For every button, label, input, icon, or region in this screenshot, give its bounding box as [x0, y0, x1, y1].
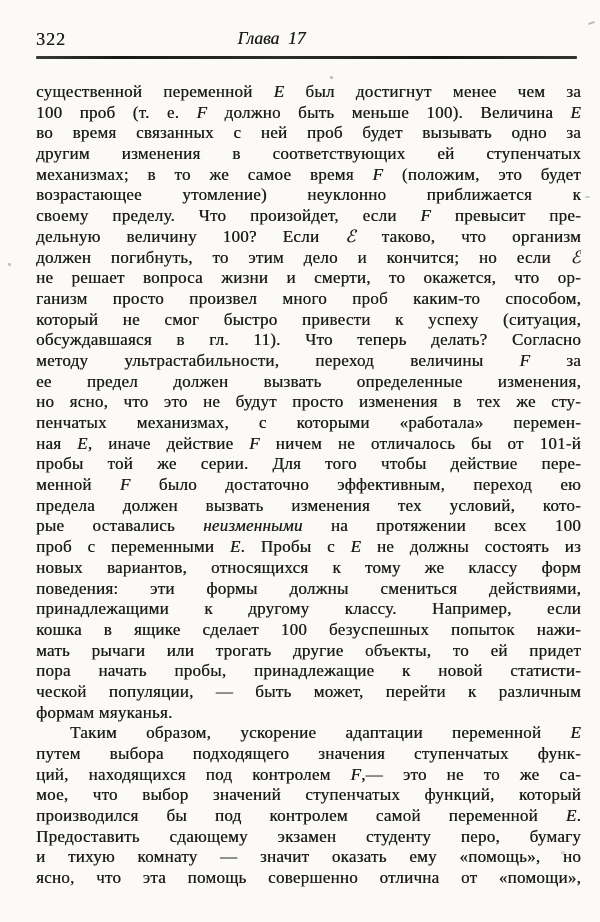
italic-variable: F: [249, 433, 260, 453]
italic-variable: Е: [77, 433, 88, 453]
text-line: методу ультрастабильности, переход величины F за: [36, 350, 581, 370]
italic-variable: Е: [350, 537, 362, 557]
text-line: ее предел должен вызвать определенные изменения,: [36, 371, 581, 391]
italic-variable: F: [372, 164, 384, 184]
text-line: новых вариантов, относящихся к тому же классу форм: [36, 557, 581, 577]
italic-variable: F: [119, 475, 131, 495]
italic-variable: Е: [229, 537, 241, 557]
text-line: который не смог быстро привести к успеху (ситуация,: [36, 309, 581, 329]
text-line: кошка в ящике сделает 100 безуспешных попыток нажи-: [36, 619, 581, 639]
text-line: пробы той же серии. Для того чтобы действие пере-: [36, 454, 581, 474]
text-line: принадлежащими к другому классу. Например, если: [36, 599, 581, 619]
italic-variable: F: [196, 102, 208, 122]
italic-variable: F: [519, 350, 531, 370]
text-line: ганизм просто произвел много проб каким-то способом,: [36, 288, 581, 308]
italic-variable: неизменными: [203, 516, 303, 536]
text-line: во время связанных с ней проб будет вызывать одно за: [36, 123, 581, 143]
text-line: предела должен вызвать изменения тех условий, кото-: [36, 495, 581, 515]
scan-speck: [585, 196, 590, 198]
page-number: 322: [36, 29, 66, 49]
text-line: ясно, что эта помощь совершенно отлична от «помощи»,: [36, 868, 581, 888]
text-line: должен погибнуть, то этим дело и кончится; но если ℰ: [36, 247, 581, 267]
text-line: обсуждавшаяся в гл. 11). Что теперь делать? Согласно: [36, 330, 581, 350]
italic-variable: ℰ: [345, 226, 356, 246]
text-line: пенчатых механизмах, с которыми «работала» перемен-: [36, 413, 581, 432]
text-line: рые оставались неизменными на протяжении всех 100: [36, 516, 581, 536]
text-line: менной F было достаточно эффективным, переход ею: [36, 475, 581, 495]
text-line: путем выбора подходящего значения ступенчатых функ-: [36, 744, 581, 763]
text-line: механизмах; в то же самое время F (положим, это будет: [36, 164, 581, 184]
italic-variable: Е: [570, 102, 581, 122]
text-line: поведения: эти формы должны смениться действиями,: [36, 578, 581, 598]
page-header: [36, 28, 577, 50]
italic-variable: Е: [273, 82, 285, 101]
text-line: мое, что выбор значений ступенчатых функций, который: [36, 785, 581, 805]
text-line: ческой популяции, — быть может, перейти к различным: [36, 681, 581, 701]
text-line: мать рычаги или трогать другие объекты, то ей придет: [36, 640, 581, 660]
text-line: не решает вопроса жизни и смерти, то окажется, что ор-: [36, 268, 581, 288]
text-line: и тихую комнату — значит оказать ему «помощь», но: [36, 847, 581, 867]
italic-variable: F: [420, 206, 431, 226]
text-line: Предоставить сдающему экзамен студенту перо, бумагу: [36, 826, 581, 846]
text-line: проб с переменными Е. Пробы с Е не должны состоять из: [36, 537, 581, 557]
chapter-title: Глава 17: [237, 28, 306, 48]
scan-speck: [588, 21, 595, 25]
scan-speck: [330, 76, 333, 79]
text-line: но ясно, что это не будут просто изменения в тех же сту-: [36, 392, 581, 412]
italic-variable: Е: [565, 806, 577, 826]
text-line: существенной переменной Е был достигнут менее чем за: [36, 82, 581, 101]
italic-variable: F: [350, 764, 362, 784]
text-line: дельную величину 100? Если ℰ таково, что организм: [36, 226, 581, 246]
text-line: ная Е, иначе действие F ничем не отличалось бы от 101-й: [36, 433, 581, 453]
italic-variable: Е: [570, 723, 581, 743]
text-line: своему пределу. Что произойдет, если F превысит пре-: [36, 206, 581, 226]
scan-speck: [8, 263, 11, 266]
header-rule: [36, 56, 577, 59]
text-line: другим изменения в соответствующих ей ступенчатых: [36, 144, 581, 164]
scan-speck: [561, 851, 565, 854]
text-line: возрастающее утомление) неуклонно приближается к: [36, 185, 581, 205]
text-line: формам мяуканья.: [36, 702, 173, 722]
body-text: [36, 82, 581, 889]
text-line: производился бы под контролем самой переменной Е.: [36, 806, 581, 826]
text-line: ций, находящихся под контролем F,— это не то же са-: [36, 764, 581, 784]
italic-variable: ℰ: [570, 247, 581, 267]
text-line: Таким образом, ускорение адаптации переменной Е: [70, 723, 581, 743]
text-line: пора начать пробы, принадлежащие к новой статисти-: [36, 661, 581, 681]
text-line: 100 проб (т. е. F должно быть меньше 100). Величина Е: [36, 102, 581, 122]
